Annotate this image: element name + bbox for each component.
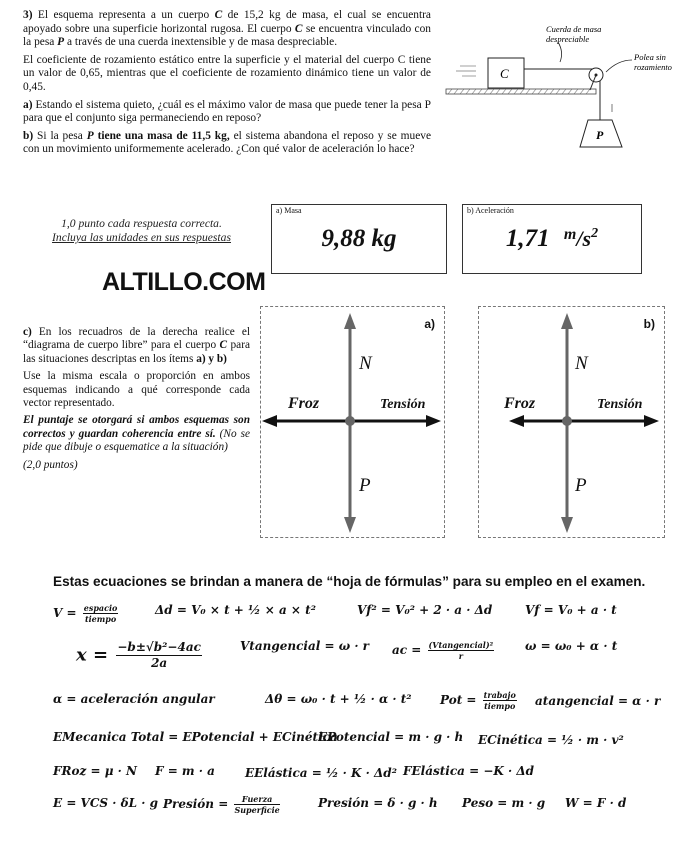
system-schematic bbox=[440, 12, 690, 162]
fbd-box-b[interactable] bbox=[478, 306, 665, 538]
formula-quadratic-lhs: x = bbox=[76, 644, 109, 666]
formula-power-den: tiempo bbox=[484, 701, 516, 711]
question-a bbox=[23, 99, 431, 126]
fbd-a-weight-arrow bbox=[344, 517, 356, 533]
p1-text-d: a través de una cuerda inextensible y de masa despreciable. bbox=[67, 36, 338, 49]
block-c-label: C bbox=[500, 66, 509, 81]
formula-velocity-lhs: V = bbox=[53, 606, 77, 620]
question-c-paragraph bbox=[23, 326, 250, 366]
p1-weight-p: P bbox=[57, 36, 65, 49]
fbd-b-tension-arrow bbox=[644, 415, 659, 427]
fbd-a-tension-arrow bbox=[426, 415, 441, 427]
fbd-b-friction-arrow bbox=[509, 415, 524, 427]
scale-instructions: Use la misma escala o proporción en ambos esquemas indicando a qué corresponde cada vector representado. bbox=[23, 370, 250, 410]
problem-number: 3) bbox=[23, 9, 33, 21]
fbd-a-vectors bbox=[261, 307, 444, 537]
scoring-note-line-2-text: Incluya las unidades en sus respuestas bbox=[52, 231, 231, 244]
fbd-b-weight-arrow bbox=[561, 517, 573, 533]
question-c-text-b: para las situaciones descriptas en los ítems bbox=[23, 339, 250, 365]
weight-p-label: P bbox=[596, 128, 604, 142]
formula-velocity-den: tiempo bbox=[84, 614, 117, 624]
formula-work: W = F · d bbox=[565, 796, 627, 810]
p1-body-c2: C bbox=[294, 22, 303, 35]
question-b-text-c: el sistema abandona el reposo y se mueve con un movimiento uniformemente acelerado. ¿Con qué valor de aceleración lo hace? bbox=[23, 129, 432, 156]
answer-box-a[interactable] bbox=[271, 204, 447, 274]
motion-dashes bbox=[456, 66, 476, 76]
points-label: (2,0 puntos) bbox=[23, 458, 78, 471]
formula-buoyancy: E = VCS · δL · g bbox=[53, 796, 158, 810]
formula-power-lhs: Pot = bbox=[440, 693, 477, 707]
scoring-note bbox=[24, 217, 259, 245]
fbd-a-body-point bbox=[345, 416, 355, 426]
formula-centripetal-lhs: ac = bbox=[392, 643, 422, 657]
formula-final-velocity-squared: Vf² = V₀² + 2 · a · Δd bbox=[357, 603, 493, 617]
formula-quadratic bbox=[76, 640, 204, 671]
formula-mechanical-energy: EMecanica Total = EPotencial + ECinética bbox=[53, 730, 338, 744]
answer-b-unit-exp: 2 bbox=[591, 226, 599, 241]
formula-angular-velocity: ω = ω₀ + α · t bbox=[525, 639, 618, 653]
fbd-box-a[interactable] bbox=[260, 306, 445, 538]
p1-text-b: de 15,2 kg de masa, el cual se encuentra apoyado sobre una superficie horizontal rugosa. El cuerpo bbox=[23, 9, 431, 35]
formula-hydrostatic-pressure: Presión = δ · g · h bbox=[318, 796, 438, 810]
answer-b-unit-m: m bbox=[563, 226, 577, 243]
problem-paragraph-2: El coeficiente de rozamiento estático entre la superficie y el material del cuerpo C tiene un valor de 0,65, mientras que el coeficiente de rozamiento dinámico tiene un valor de 0,45. bbox=[23, 53, 431, 93]
fbd-b-friction-label: Froz bbox=[504, 395, 536, 412]
formula-pressure-fraction bbox=[234, 794, 279, 815]
formula-velocity-num: espacio bbox=[83, 603, 118, 613]
question-a-text: Estando el sistema quieto, ¿cuál es el máximo valor de masa que puede tener la pesa P para que el conjunto siga permaneciendo en reposo? bbox=[23, 98, 431, 125]
question-c-body: C bbox=[219, 339, 228, 352]
grading-note bbox=[23, 414, 250, 454]
fbd-b-normal-arrow bbox=[561, 313, 573, 329]
question-b bbox=[23, 130, 431, 157]
pulley-label-1: Polea sin bbox=[634, 52, 666, 62]
formula-sheet-title: Estas ecuaciones se brindan a manera de “hoja de fórmulas” para su empleo en el examen. bbox=[53, 574, 646, 589]
formula-quadratic-den: 2a bbox=[151, 656, 168, 670]
formula-centripetal-num: (Vtangencial)² bbox=[428, 640, 494, 650]
watermark: ALTILLO.COM bbox=[102, 268, 266, 296]
formula-angular-acceleration: α = aceleración angular bbox=[53, 692, 215, 706]
formula-newton: F = m · a bbox=[155, 764, 215, 778]
question-a-label: a) bbox=[23, 98, 33, 111]
fbd-b-normal-label: N bbox=[575, 353, 588, 374]
fbd-a-tag: a) bbox=[424, 317, 435, 331]
question-b-label: b) bbox=[23, 129, 34, 142]
rope-leader bbox=[558, 42, 562, 62]
formula-elastic-force: FElástica = −K · Δd bbox=[403, 764, 535, 778]
formula-pressure-lhs: Presión = bbox=[163, 797, 229, 811]
question-c-label: c) bbox=[23, 326, 32, 338]
question-b-text-b: tiene una masa de 11,5 kg, bbox=[97, 129, 230, 142]
scoring-note-line-2 bbox=[24, 231, 259, 245]
formula-displacement: Δd = V₀ × t + ½ × a × t² bbox=[155, 603, 316, 617]
p1-body-c: C bbox=[214, 9, 223, 21]
schematic-drawing bbox=[440, 12, 690, 162]
formula-kinetic-energy: ECinética = ½ · m · v² bbox=[478, 733, 624, 747]
formula-power-num: trabajo bbox=[483, 690, 516, 700]
fbd-a-normal-arrow bbox=[344, 313, 356, 329]
formula-power bbox=[440, 690, 519, 711]
formula-velocity bbox=[53, 603, 120, 624]
fbd-b-weight-label: P bbox=[575, 475, 587, 496]
formula-pressure-den: Superficie bbox=[234, 805, 280, 815]
formula-tangential-velocity: Vtangencial = ω · r bbox=[240, 639, 369, 653]
fbd-a-normal-label: N bbox=[359, 353, 372, 374]
formula-pressure-num: Fuerza bbox=[234, 794, 279, 805]
fbd-a-tension-label: Tensión bbox=[380, 397, 426, 412]
formula-centripetal-den: r bbox=[458, 651, 463, 661]
question-b-text-a: Si la pesa bbox=[37, 129, 83, 142]
pulley-leader bbox=[606, 60, 632, 72]
answer-b-unit-s: /s bbox=[576, 226, 592, 251]
formula-centripetal bbox=[392, 640, 496, 661]
formula-quadratic-num: −b±√b²−4ac bbox=[117, 640, 201, 654]
answer-a-label: a) Masa bbox=[276, 206, 302, 215]
formula-quadratic-fraction bbox=[116, 640, 202, 671]
answer-box-b[interactable] bbox=[462, 204, 642, 274]
formula-angular-displacement: Δθ = ω₀ · t + ½ · α · t² bbox=[265, 692, 412, 706]
answer-b-label: b) Aceleración bbox=[467, 206, 514, 215]
question-b-weight-p: P bbox=[86, 129, 94, 142]
formula-centripetal-fraction bbox=[428, 640, 495, 661]
fbd-b-body-point bbox=[562, 416, 572, 426]
fbd-a-weight-label: P bbox=[359, 475, 371, 496]
formula-weight: Peso = m · g bbox=[462, 796, 546, 810]
fbd-b-tension-label: Tensión bbox=[597, 397, 643, 412]
scoring-note-line-1: 1,0 punto cada respuesta correcta. bbox=[61, 217, 222, 230]
fbd-a-friction-arrow bbox=[262, 415, 277, 427]
grading-note-italic: (No se pide que dibuje o esquematice a la situación) bbox=[23, 427, 250, 454]
grading-note-bold: El puntaje se otorgará si ambos esquemas son correctos y guardan coherencia entre sí. bbox=[23, 414, 250, 440]
formula-power-fraction bbox=[483, 690, 517, 711]
p1-text-a: El esquema representa a un cuerpo bbox=[37, 9, 210, 21]
formula-final-velocity: Vf = V₀ + a · t bbox=[525, 603, 617, 617]
problem-paragraph-1 bbox=[23, 9, 431, 50]
formula-elastic-energy: EElástica = ½ · K · Δd² bbox=[245, 766, 397, 780]
formula-friction: FRoz = μ · N bbox=[53, 764, 138, 778]
fbd-b-vectors bbox=[479, 307, 664, 537]
answer-b-value bbox=[463, 225, 641, 253]
question-c-items: a) y b) bbox=[196, 352, 227, 365]
problem-statement bbox=[23, 9, 431, 157]
formula-potential-energy: EPotencial = m · g · h bbox=[318, 730, 464, 744]
pulley-label-2: rozamiento bbox=[634, 62, 672, 72]
answer-b-number: 1,71 bbox=[505, 225, 550, 252]
fbd-b-tag: b) bbox=[643, 317, 655, 331]
rope-label-1: Cuerda de masa bbox=[546, 24, 602, 34]
answer-a-value: 9,88 kg bbox=[321, 225, 397, 252]
question-c-text-a: En los recuadros de la derecha realice el “diagrama de cuerpo libre” para el cuerpo bbox=[23, 326, 251, 352]
formula-velocity-fraction bbox=[83, 603, 119, 624]
rope-label-2: despreciable bbox=[546, 34, 590, 44]
fbd-a-friction-label: Froz bbox=[288, 395, 320, 412]
formula-tangential-acceleration: atangencial = α · r bbox=[535, 694, 661, 708]
p1-text-c: se encuentra vinculado con la pesa bbox=[23, 22, 431, 49]
formula-pressure bbox=[163, 794, 282, 815]
question-c bbox=[23, 326, 250, 472]
surface-table bbox=[446, 89, 596, 94]
